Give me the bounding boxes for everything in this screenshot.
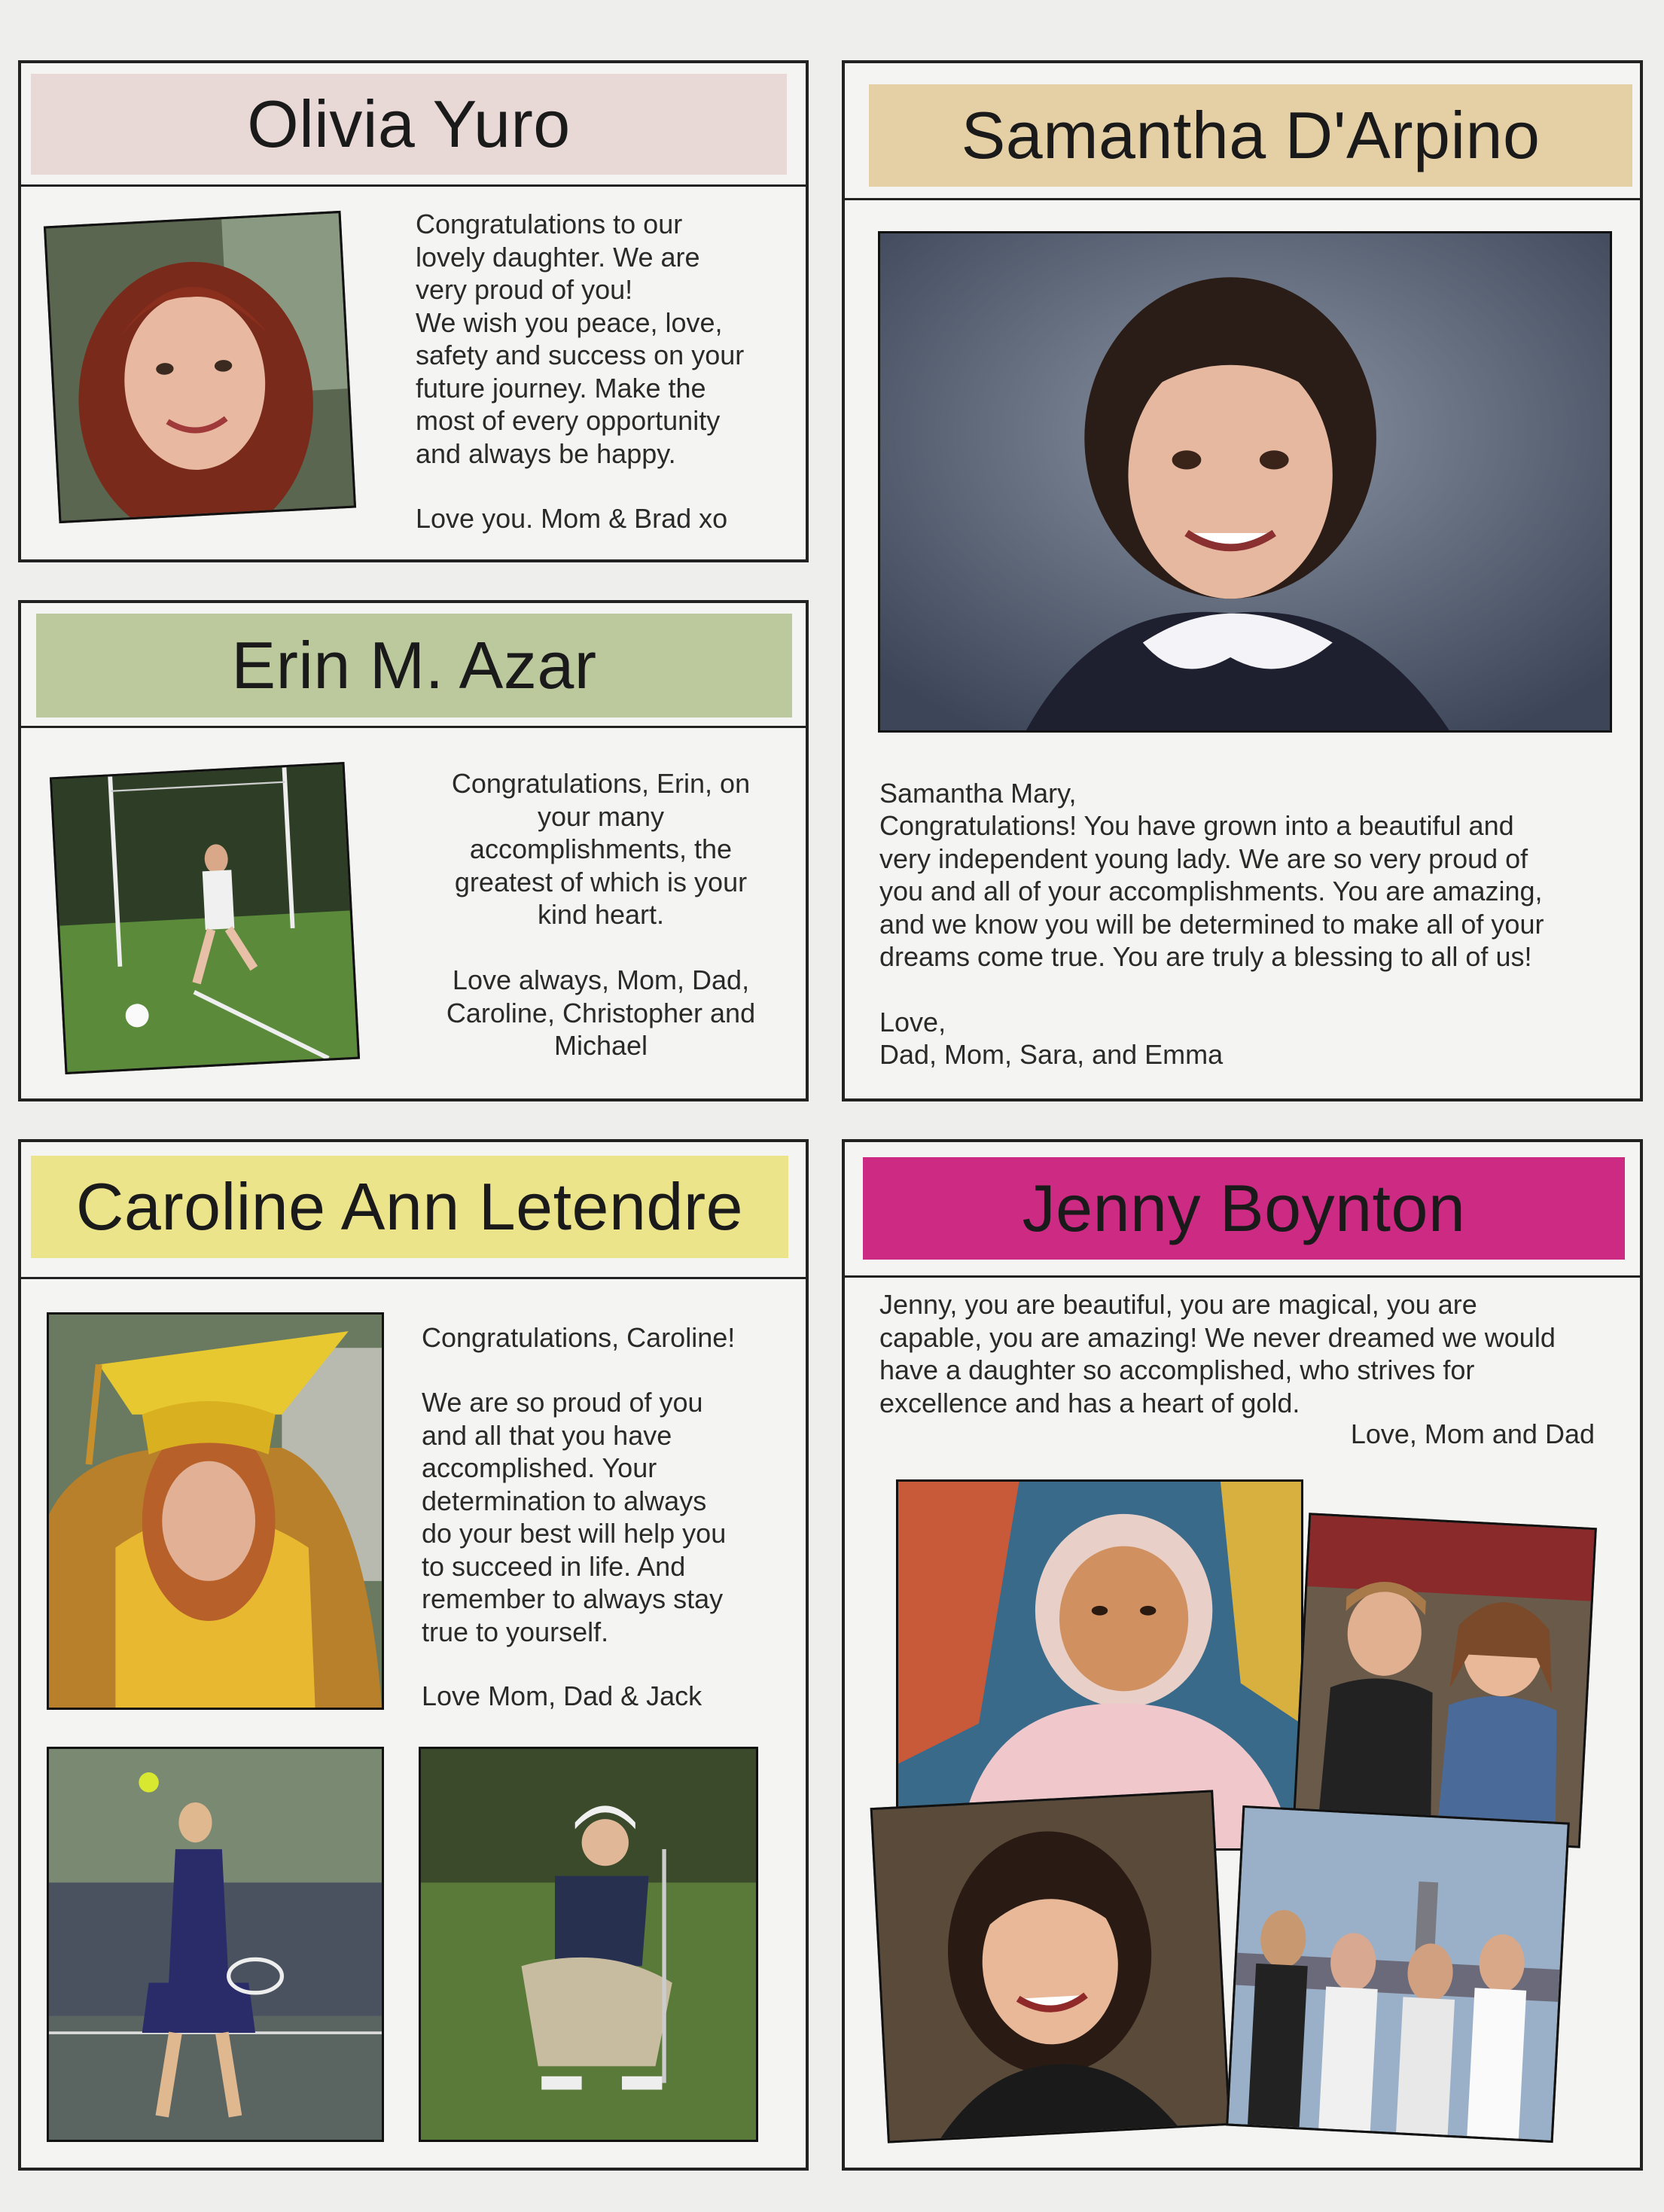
caroline-name-band bbox=[31, 1156, 788, 1258]
olivia-message: Congratulations to our lovely daughter. We are very proud of you! We wish you peace, love, safety and success on your future journey. Make the most of every opportunity and always be happy. bbox=[416, 209, 745, 469]
samantha-greeting: Samantha Mary, bbox=[879, 778, 1077, 809]
erin-header bbox=[21, 603, 806, 728]
caroline-panel bbox=[18, 1139, 809, 2171]
olivia-portrait-photo bbox=[44, 211, 356, 523]
caroline-message: We are so proud of you and all that you have accomplished. Your determination to always do your best will help you to succeed in life. And remember to always stay true to yourself. bbox=[422, 1387, 727, 1647]
olivia-panel bbox=[18, 60, 809, 562]
erin-soccer-photo bbox=[50, 762, 360, 1074]
jenny-header bbox=[845, 1142, 1640, 1278]
olivia-name: Olivia Yuro bbox=[247, 87, 571, 161]
jenny-baby-photo bbox=[896, 1479, 1303, 1851]
caroline-name: Caroline Ann Letendre bbox=[75, 1169, 744, 1244]
caroline-signature: Love Mom, Dad & Jack bbox=[422, 1680, 702, 1711]
jenny-name-band bbox=[863, 1157, 1625, 1260]
caroline-greeting: Congratulations, Caroline! bbox=[422, 1322, 736, 1353]
caroline-graduation-photo bbox=[47, 1312, 384, 1710]
jenny-siblings-photo bbox=[1292, 1513, 1597, 1848]
samantha-name-band bbox=[869, 84, 1632, 187]
samantha-closing: Love, bbox=[879, 1007, 946, 1037]
samantha-header bbox=[845, 63, 1640, 200]
erin-message: Congratulations, Erin, on your many accomplishments, the greatest of which is your kind heart. bbox=[451, 768, 751, 930]
erin-name-band bbox=[36, 614, 792, 718]
samantha-signature: Dad, Mom, Sara, and Emma bbox=[879, 1039, 1224, 1070]
caroline-golf-photo bbox=[419, 1747, 758, 2142]
samantha-panel bbox=[842, 60, 1643, 1101]
jenny-group-photo bbox=[1226, 1805, 1570, 2143]
olivia-signature: Love you. Mom & Brad xo bbox=[416, 503, 728, 534]
samantha-message: Congratulations! You have grown into a beautiful and very independent young lady. We are so very proud of you and all of your accomplishments. You are amazing, and we know you will be determined to make all of your dreams come true. You are truly a blessing to all of us! bbox=[879, 810, 1544, 972]
jenny-smiling-photo bbox=[870, 1790, 1231, 2143]
erin-name: Erin M. Azar bbox=[231, 628, 597, 702]
caroline-header bbox=[21, 1142, 806, 1279]
erin-panel bbox=[18, 600, 809, 1101]
jenny-message: Jenny, you are beautiful, you are magical, you are capable, you are amazing! We never dreamed we would have a daughter so accomplished, who strives for excellence and has a heart of gold. bbox=[879, 1289, 1556, 1418]
jenny-panel bbox=[842, 1139, 1643, 2171]
caroline-tennis-photo bbox=[47, 1747, 384, 2142]
jenny-signature: Love, Mom and Dad bbox=[1350, 1418, 1595, 1449]
erin-signature: Love always, Mom, Dad, Caroline, Christopher and Michael bbox=[446, 964, 756, 1061]
samantha-portrait-photo bbox=[878, 231, 1612, 733]
jenny-name: Jenny Boynton bbox=[1022, 1171, 1466, 1245]
samantha-name: Samantha D'Arpino bbox=[961, 98, 1541, 172]
olivia-header bbox=[21, 63, 806, 187]
olivia-name-band bbox=[31, 74, 787, 175]
